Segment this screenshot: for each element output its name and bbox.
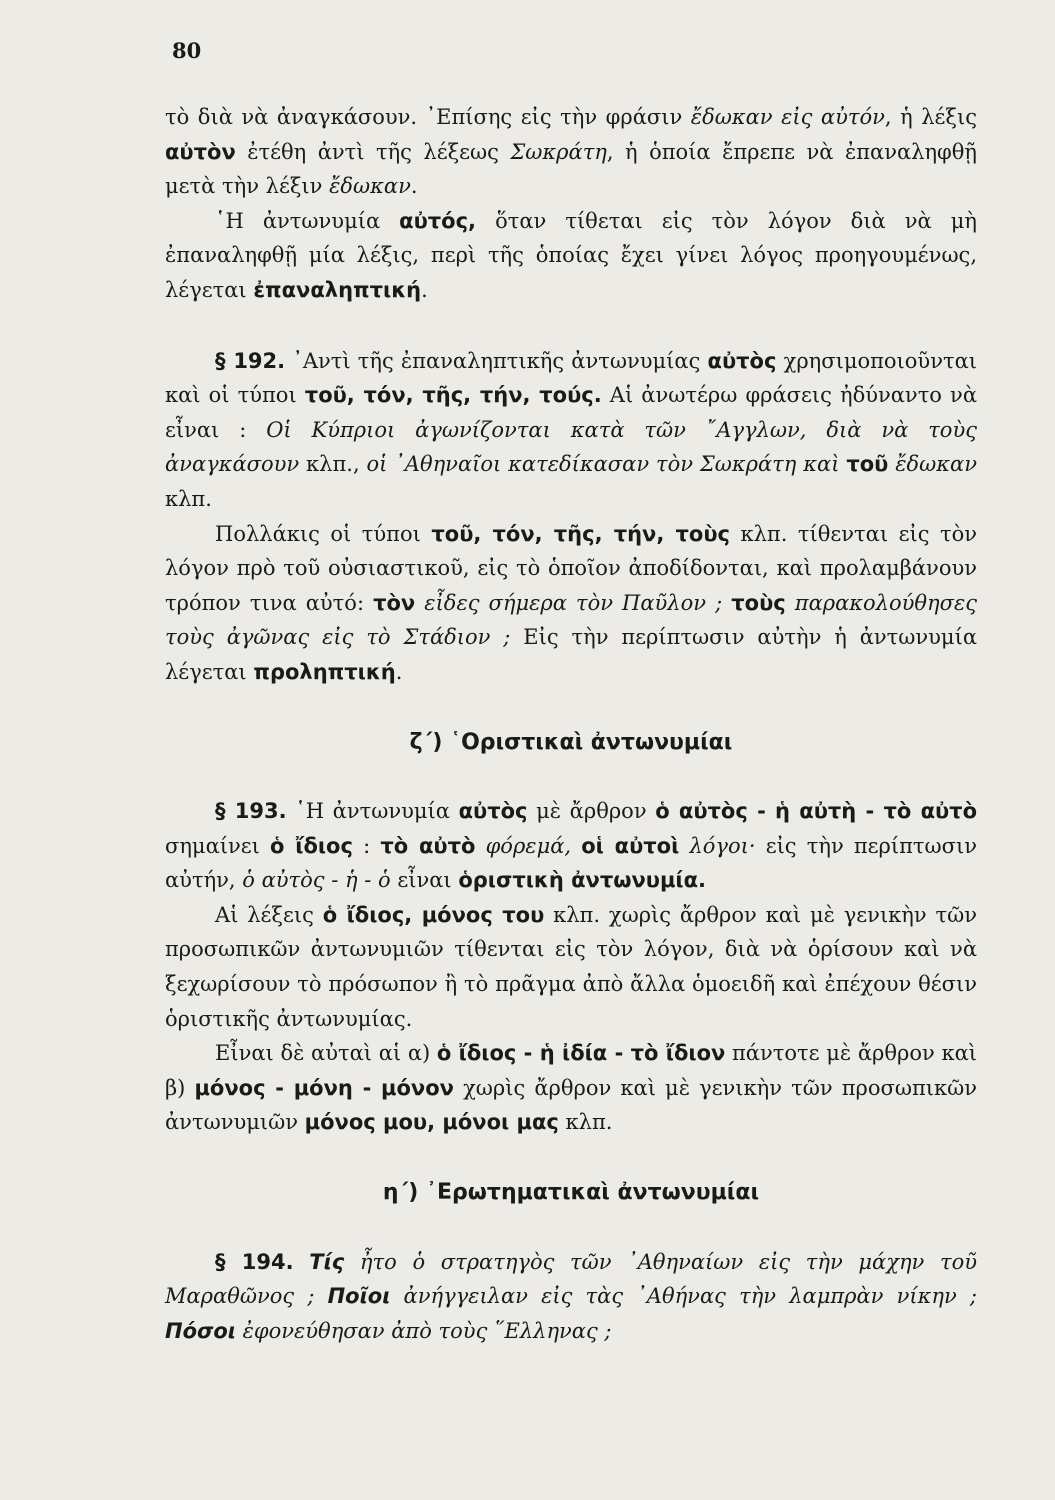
bold-term: ὁ ἴδιος - ἡ ἰδία - τὸ ἴδιον xyxy=(436,1041,726,1066)
text-span: εἰς τὴν περίπτωσιν αὐτήν, xyxy=(165,833,978,893)
paragraph-4 xyxy=(165,517,977,690)
text-span: κλπ. xyxy=(558,1110,613,1135)
italic-example: Οἱ Κύπριοι ἀγωνίζονται κατὰ τῶν ῎Αγγλων, διὰ νὰ τοὺς ἀναγκάσουν xyxy=(165,417,977,477)
bold-term: Ποῖοι xyxy=(327,1284,391,1309)
bold-term: αὐτός, xyxy=(399,208,477,233)
bold-term: τοῦ xyxy=(846,452,889,477)
paragraph-2 xyxy=(165,204,977,308)
bold-term: τοῦ, τόν, τῆς, τήν, τούς. xyxy=(304,383,602,408)
italic-example: ἔδωκαν xyxy=(329,174,411,199)
text-span: : xyxy=(352,833,381,858)
paragraph-7 xyxy=(165,1036,977,1140)
text-span: ᾿Αντὶ τῆς ἐπαναληπτικῆς ἀντωνυμίας xyxy=(285,348,708,373)
bold-term: προληπτική xyxy=(253,659,396,684)
text-span: ῾Η ἀντωνυμία xyxy=(215,208,400,233)
text-span: κλπ. τίθενται εἰς τὸν λόγον πρὸ τοῦ οὐσιαστικοῦ, εἰς τὸ ὁποῖον ἀποδίδονται, καὶ προλαμβάνουν τρόπον τινα αὐτό: xyxy=(165,521,978,615)
text-span: Πολλάκις οἱ τύποι xyxy=(215,521,432,546)
bold-term: ὁ ἴδιος xyxy=(270,833,353,858)
text-span: σημαίνει xyxy=(165,833,271,858)
page-body xyxy=(165,100,977,1348)
bold-term: τὸν xyxy=(373,590,416,615)
bold-term: Τίς xyxy=(309,1249,345,1274)
section-193 xyxy=(165,794,977,898)
text-span: μὲ ἄρθρον xyxy=(527,799,656,824)
text-span: ὅταν τίθεται εἰς τὸν λόγον διὰ νὰ μὴ ἐπαναληφθῇ μία λέξις, περὶ τῆς ὁποίας ἔχει γίνει λόγος προηγουμένως, λέγεται xyxy=(165,208,977,302)
text-span: ἐτέθη ἀντὶ τῆς λέξεως xyxy=(235,139,511,164)
text-span: τὸ διὰ νὰ ἀναγκάσουν. ᾿Επίσης εἰς τὴν φράσιν xyxy=(165,105,691,129)
text-span: εἶναι xyxy=(390,868,459,893)
italic-example: ἦτο ὁ στρατηγὸς τῶν ᾿Αθηναίων εἰς τὴν μάχην τοῦ Μαραθῶνος ; xyxy=(165,1249,978,1309)
bold-term: ὁ αὐτὸς - ἡ αὐτὴ - τὸ αὐτὸ xyxy=(655,799,978,824)
section-192 xyxy=(165,344,977,517)
text-span: κλπ. χωρὶς ἄρθρον καὶ μὲ γενικὴν τῶν προσωπικῶν ἀντωνυμιῶν τίθενται εἰς τὸν λόγον, διὰ νὰ ὁρίσουν καὶ νὰ ξεχωρίσουν τὸ πρόσωπον ἢ τὸ πρᾶγμα ἀπὸ ἄλλα ὁμοειδῆ καὶ ἐπέχουν θέσιν ὁριστικῆς ἀντωνυμίας. xyxy=(165,902,977,1031)
text-span: ῾Η ἀντωνυμία xyxy=(286,799,459,824)
text-span: πάντοτε μὲ ἄρθρον καὶ β) xyxy=(165,1041,977,1100)
italic-example: εἶδες σήμερα τὸν Παῦλον ; xyxy=(415,590,732,615)
bold-term: ἐπαναληπτική xyxy=(253,277,422,302)
heading-interrogative-pronouns: η΄) ᾿Ερωτηματικαὶ ἀντωνυμίαι xyxy=(382,1180,760,1206)
bold-term: τοῦ, τόν, τῆς, τήν, τοὺς xyxy=(431,521,730,546)
text-span: Εἰς τὴν περίπτωσιν αὐτὴν ἡ ἀντωνυμία λέγεται xyxy=(165,625,977,684)
bold-term: τὸ αὐτὸ xyxy=(380,833,476,858)
bold-term: αὐτὸς xyxy=(458,799,528,824)
text-span: , ἡ ὁποία ἔπρεπε νὰ ἐπαναληφθῇ μετὰ τὴν λέξιν xyxy=(165,139,977,199)
bold-term: τοὺς xyxy=(731,590,786,615)
paragraph-1 xyxy=(165,100,977,204)
italic-example: φόρεμά, xyxy=(475,833,582,858)
bold-term: μόνος μου, μόνοι μας xyxy=(304,1110,559,1135)
section-number: § 192. xyxy=(215,348,286,373)
bold-term: αὐτὸν xyxy=(165,139,236,164)
bold-term: αὐτὸς xyxy=(707,348,777,373)
bold-term: Πόσοι xyxy=(165,1318,236,1343)
section-number: § 193. xyxy=(215,799,287,824)
italic-example: οἱ ᾿Αθηναῖοι κατεδίκασαν τὸν Σωκράτη καὶ xyxy=(366,452,840,477)
paragraph-6 xyxy=(165,898,977,1036)
page-number: 80 xyxy=(172,38,202,63)
italic-example: ἔδωκαν εἰς αὐτόν xyxy=(690,105,885,129)
text-span: χρησιμοποιοῦνται καὶ οἱ τύποι xyxy=(165,348,977,408)
text-span: κλπ., xyxy=(299,452,367,477)
heading-definite-pronouns: ζ΄) ῾Οριστικαὶ ἀντωνυμίαι xyxy=(409,729,733,755)
italic-example: λόγοι· xyxy=(679,833,756,858)
text-span: κλπ. xyxy=(165,486,212,511)
text-span: Εἶναι δὲ αὐταὶ αἱ α) xyxy=(215,1041,437,1066)
bold-term: μόνος - μόνη - μόνον xyxy=(194,1075,454,1100)
italic-example: Σωκράτη xyxy=(510,139,607,164)
bold-term: ὁριστικὴ ἀντωνυμία. xyxy=(458,868,707,893)
text-span: , ἡ λέξις xyxy=(884,105,977,129)
section-194 xyxy=(165,1245,977,1349)
bold-term: ὁ ἴδιος, μόνος του xyxy=(322,902,545,927)
italic-example: ἔδωκαν xyxy=(888,452,977,477)
italic-example: ἀνήγγειλαν εἰς τὰς ᾿Αθήνας τὴν λαμπρὰν νίκην ; xyxy=(390,1284,977,1309)
section-number: § 194. xyxy=(215,1249,294,1274)
text-span: Αἱ ἀνωτέρω φράσεις ἠδύναντο νὰ εἶναι : xyxy=(165,383,977,442)
text-span: . xyxy=(421,277,428,302)
italic-example: ἐφονεύθησαν ἀπὸ τοὺς ῞Ελληνας ; xyxy=(235,1318,612,1343)
text-span: χωρὶς ἄρθρον καὶ μὲ γενικὴν τῶν προσωπικῶν ἀντωνυμιῶν xyxy=(165,1075,977,1135)
text-span: . xyxy=(410,174,418,199)
text-span: . xyxy=(395,659,403,684)
bold-term: οἱ αὐτοὶ xyxy=(581,833,680,858)
text-span: Αἱ λέξεις xyxy=(215,902,323,927)
italic-example: παρακολούθησες τοὺς ἀγῶνας εἰς τὸ Στάδιον ; xyxy=(165,590,977,650)
italic-example: ὁ αὐτὸς - ἡ - ὁ xyxy=(242,868,391,893)
